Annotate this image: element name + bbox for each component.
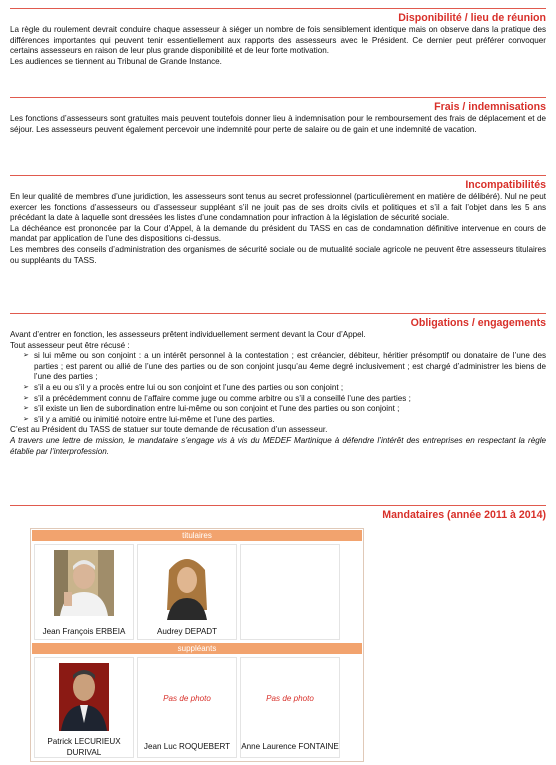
mandataire-card — [240, 657, 340, 758]
section-divider — [10, 97, 546, 98]
paragraph: La déchéance est prononcée par la Cour d’Appel, à la demande du président du TASS en cas de condamnation définitive intervenue en cours de mandat par application de l’une des dispositions ci-dessus. — [10, 223, 546, 244]
titulaires-header: titulaires — [32, 530, 362, 541]
mandataire-card — [34, 544, 134, 640]
list-item: ➢ s’il y a amitié ou inimitié notoire entre lui-même et l’une des parties. — [23, 414, 275, 424]
arrow-bullet-icon: ➢ — [23, 394, 29, 402]
mandataire-card — [34, 657, 134, 758]
section-divider — [10, 313, 546, 314]
section-title: Incompatibilités — [465, 179, 546, 191]
section-obligations — [10, 313, 546, 457]
arrow-bullet-icon: ➢ — [23, 405, 29, 413]
mandataire-name: Jean Luc ROQUEBERT — [143, 742, 231, 751]
portrait-photo — [161, 550, 213, 620]
mandataires-title: Mandataires (année 2011 à 2014) — [382, 509, 546, 521]
suppleants-row — [34, 657, 360, 758]
section-incompatibilites — [10, 175, 546, 266]
titulaires-row — [34, 544, 360, 640]
paragraph: Tout assesseur peut être récusé : — [10, 340, 130, 350]
list-item: ➢ si lui même ou son conjoint : a un intérêt personnel à la contestation ; est créancier, débiteur, héritier présomptif ou donataire de l’une des parties ; est parent ou allié de l’une des parties ou de son conjoint jusqu’au 4eme degré inclusivement ; est chargé d’administrer les biens de l’une des parties ; — [23, 351, 546, 382]
paragraph: Avant d’entrer en fonction, les assesseurs prêtent individuellement serment devant la Cour d’Appel. — [10, 330, 366, 339]
section-disponibilite — [10, 8, 546, 67]
portrait-photo — [59, 663, 109, 731]
list-item: ➢ s’il a eu ou s’il y a procès entre lui ou son conjoint et l’une des parties ou son conjoint ; — [23, 382, 344, 392]
no-photo-label: Pas de photo — [266, 694, 314, 703]
paragraph: En leur qualité de membres d’une juridiction, les assesseurs sont tenus au secret professionnel (particulièrement en matière de délibéré). Nul ne peut exercer les fonctions d’assesseurs ou d’assesseur suppléant s’il ne jouit pas de ses droits civils et politiques et s’il a fait l’objet dans les 5 ans précédant la date à laquelle sont dressées les listes d’une condamnation pour infraction à la législation de sécurité sociale. — [10, 192, 546, 223]
list-item: ➢ s’il existe un lien de subordination entre lui-même ou son conjoint et l’une des parties ou son conjoint ; — [23, 404, 400, 414]
mandataire-name: Anne Laurence FONTAINE — [241, 742, 339, 751]
arrow-bullet-icon: ➢ — [23, 415, 29, 423]
recusation-list — [10, 351, 546, 425]
section-divider — [10, 175, 546, 176]
portrait-photo — [54, 550, 114, 616]
section-divider — [10, 505, 546, 506]
mandataires-table — [30, 528, 364, 762]
paragraph: Les membres des conseils d’administration des organismes de sécurité sociale ou de mutualité sociale agricole ne peuvent être assesseurs titulaires ou suppléants du TASS. — [10, 244, 546, 265]
arrow-bullet-icon: ➢ — [23, 383, 29, 391]
mission-statement: A travers une lettre de mission, le mandataire s’engage vis à vis du MEDEF Martinique à défendre l’intérêt des entreprises en respectant la règle établie par l’interprofession. — [10, 435, 546, 456]
paragraph: C’est au Président du TASS de statuer sur toute demande de récusation d’un assesseur. — [10, 425, 328, 435]
section-divider — [10, 8, 546, 9]
section-title: Obligations / engagements — [410, 317, 546, 329]
section-title: Frais / indemnisations — [434, 101, 546, 113]
no-photo-label: Pas de photo — [163, 694, 211, 703]
suppleants-header: suppléants — [32, 643, 362, 654]
paragraph: Les fonctions d’assesseurs sont gratuites mais peuvent toutefois donner lieu à indemnisation pour le remboursement des frais de déplacement et de séjour. Les assesseurs peuvent également percevoir une indemnité pour perte de salaire ou de gain et une indemnité de vacation. — [10, 114, 546, 134]
mandataire-card — [137, 544, 237, 640]
section-frais — [10, 97, 546, 135]
mandataire-card — [137, 657, 237, 758]
section-title: Disponibilité / lieu de réunion — [398, 12, 546, 24]
mandataire-name: Audrey DEPADT — [156, 627, 218, 636]
mandataire-card-empty — [240, 544, 340, 640]
list-item: ➢ s’il a précédemment connu de l’affaire comme juge ou comme arbitre ou s’il a conseillé l’une des parties ; — [23, 393, 411, 403]
mandataire-name: Jean François ERBEIA — [42, 627, 126, 636]
arrow-bullet-icon: ➢ — [23, 352, 29, 360]
mandataire-name: Patrick LECURIEUX DURIVAL — [47, 737, 121, 757]
paragraph: Les audiences se tiennent au Tribunal de Grande Instance. — [10, 56, 222, 66]
paragraph: La règle du roulement devrait conduire chaque assesseur à siéger un nombre de fois sensiblement identique mais on observe dans la pratique des différences importantes qui peuvent tenir essentiellement aux rapports des assesseurs avec le Président. Ce dernier peut préférer convoquer certains assesseurs en raison de leur plus grande disponibilité et de leur forte motivation. — [10, 25, 546, 56]
